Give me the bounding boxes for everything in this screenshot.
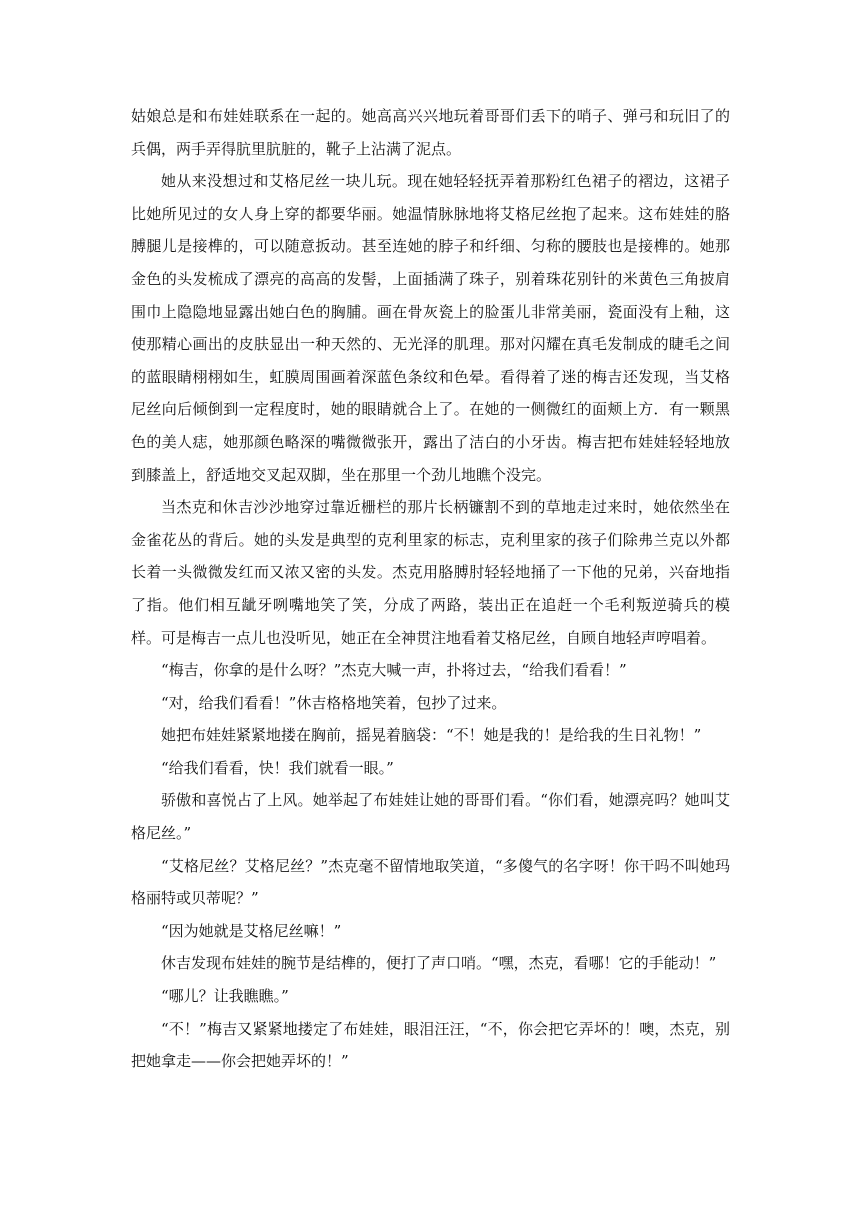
paragraph: 休吉发现布娃娃的腕节是结榫的，便打了声口哨。“嘿，杰克，看哪！它的手能动！” bbox=[161, 954, 717, 973]
dialogue-paragraph: “不！”梅吉又紧紧地搂定了布娃娃，眼泪汪汪，“不，你会把它弄坏的！噢，杰克，别把她拿走——你会把她弄坏的！” bbox=[131, 1019, 730, 1071]
paragraph: 她把布娃娃紧紧地搂在胸前，摇晃着脑袋：“不！她是我的！是给我的生日礼物！” bbox=[161, 726, 702, 745]
dialogue-paragraph: “梅吉，你拿的是什么呀？”杰克大喊一声，扑将过去，“给我们看看！” bbox=[161, 661, 627, 680]
dialogue-paragraph: “哪儿？让我瞧瞧。” bbox=[161, 987, 289, 1006]
dialogue-paragraph: “艾格尼丝？艾格尼丝？”杰克毫不留情地取笑道，“多傻气的名字呀！你干吗不叫她玛格丽特或贝蒂呢？” bbox=[131, 856, 730, 908]
paragraph: 她从来没想过和艾格尼丝一块儿玩。现在她轻轻抚弄着那粉红色裙子的褶边，这裙子比她所见过的女人身上穿的都要华丽。她温情脉脉地将艾格尼丝抱了起来。这布娃娃的胳膊腿儿是接榫的，可以随意扳动。甚至连她的脖子和纤细、匀称的腰肢也是接榫的。她那金色的头发梳成了漂亮的高高的发髻，上面插满了珠子，别着珠花别针的米黄色三角披肩围巾上隐隐地显露出她白色的胸脯。画在骨灰瓷上的脸蛋儿非常美丽，瓷面没有上釉，这使那精心画出的皮肤显出一种天然的、无光泽的肌理。那对闪耀在真毛发制成的睫毛之间的蓝眼睛栩栩如生，虹膜周围画着深蓝色条纹和色晕。看得着了迷的梅吉还发现，当艾格尼丝向后倾倒到一定程度时，她的眼睛就合上了。在她的一侧微红的面颊上方．有一颗黑色的美人痣，她那颜色略深的嘴微微张开，露出了洁白的小牙齿。梅吉把布娃娃轻轻地放到膝盖上，舒适地交叉起双脚，坐在那里一个劲儿地瞧个没完。 bbox=[131, 172, 730, 484]
paragraph: 骄傲和喜悦占了上风。她举起了布娃娃让她的哥哥们看。“你们看，她漂亮吗？她叫艾格尼丝。” bbox=[131, 791, 730, 843]
paragraph: 当杰克和休吉沙沙地穿过靠近栅栏的那片长柄镰割不到的草地走过来时，她依然坐在金雀花丛的背后。她的头发是典型的克利里家的标志，克利里家的孩子们除弗兰克以外都长着一头微微发红而又浓又密的头发。杰克用胳膊肘轻轻地捅了一下他的兄弟，兴奋地指了指。他们相互龇牙咧嘴地笑了笑，分成了两路，装出正在追赶一个毛利叛逆骑兵的模样。可是梅吉一点儿也没听见，她正在全神贯注地看着艾格尼丝，自顾自地轻声哼唱着。 bbox=[131, 498, 730, 647]
dialogue-paragraph: “给我们看看，快！我们就看一眼。” bbox=[161, 758, 394, 777]
dialogue-paragraph: “因为她就是艾格尼丝嘛！” bbox=[161, 921, 342, 940]
paragraph: 姑娘总是和布娃娃联系在一起的。她高高兴兴地玩着哥哥们丢下的哨子、弹弓和玩旧了的兵偶，两手弄得肮里肮脏的，靴子上沾满了泥点。 bbox=[131, 107, 730, 158]
document-body bbox=[131, 100, 730, 1078]
dialogue-paragraph: “对，给我们看看！”休吉格格地笑着，包抄了过来。 bbox=[161, 693, 507, 712]
